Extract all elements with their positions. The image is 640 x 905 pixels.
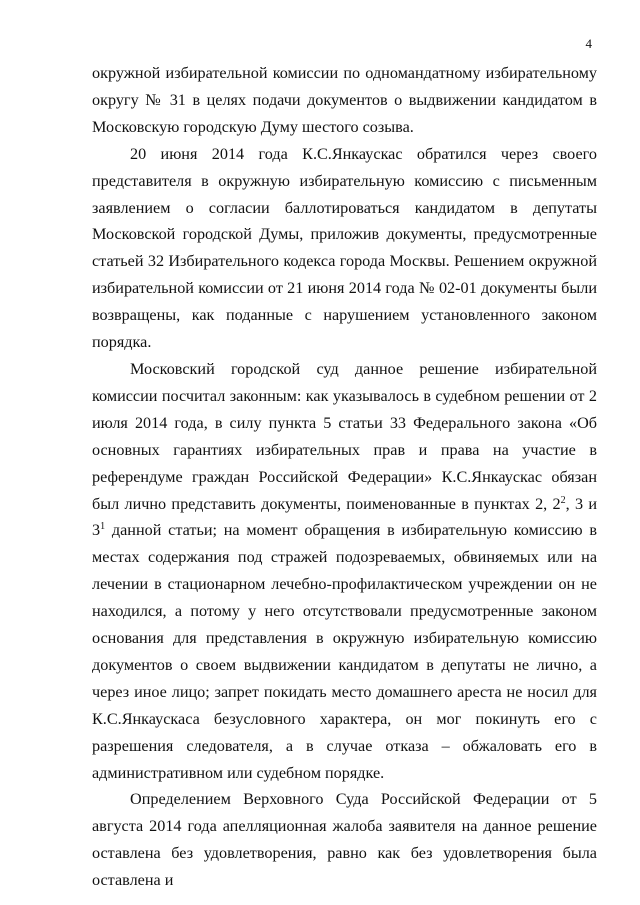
- superscript: 2: [560, 494, 566, 506]
- paragraph-appeal-to-commission: [92, 141, 597, 356]
- paragraph-text: 20 июня 2014 года К.С.Янкаускас обратился через своего представителя в окружную избирательную комиссию с письменным заявлением о согласии баллотироваться кандидатом в депутаты Московской городской Думы, приложив документы, предусмотренные статьей 32 Избирательного кодекса города Москвы. Решением окружной избирательной комиссии от 21 июня 2014 года № 02-01 документы были возвращены, как поданные с нарушением установленного законом порядка.: [92, 144, 597, 352]
- document-body: [92, 60, 597, 894]
- paragraph-moscow-court-decision: [92, 356, 597, 787]
- paragraph-text: данной статьи; на момент обращения в избирательную комиссию в местах содержания под стражей подозреваемых, обвиняемых или на лечении в стационарном лечебно-профилактическом учреждении он не находился, а потому у него отсутствовали предусмотренные законом основания для представления в окружную избирательную комиссию документов о своем выдвижении кандидатом в депутаты не лично, а через иное лицо; запрет покидать место домашнего ареста не носил для К.С.Янкаускаса безусловного характера, он мог покинуть его с разрешения следователя, а в случае отказа – обжаловать его в административном или судебном порядке.: [92, 521, 597, 782]
- paragraph-continuation: [92, 60, 597, 141]
- paragraph-supreme-court-ruling: [92, 786, 597, 894]
- paragraph-text: Определением Верховного Суда Российской Федерации от 5 августа 2014 года апелляционная жалоба заявителя на данное решение оставлена без удовлетворения, равно как без удовлетворения была оставлена и: [92, 790, 597, 890]
- paragraph-text: окружной избирательной комиссии по одномандатному избирательному округу № 31 в целях подачи документов о выдвижении кандидатом в Московскую городскую Думу шестого созыва.: [92, 64, 597, 136]
- paragraph-text: Московский городской суд данное решение избирательной комиссии посчитал законным: как указывалось в судебном решении от 2 июля 2014 года, в силу пункта 5 статьи 33 Федерального закона «Об основных гарантиях избирательных прав и права на участие в референдуме граждан Российской Федерации» К.С.Янкаускас обязан был лично представить документы, поименованные в пунктах 2, 2: [92, 359, 597, 513]
- paragraph-text: , 3 и 3: [92, 494, 598, 540]
- page-number: 4: [585, 36, 592, 51]
- superscript: 1: [100, 521, 106, 533]
